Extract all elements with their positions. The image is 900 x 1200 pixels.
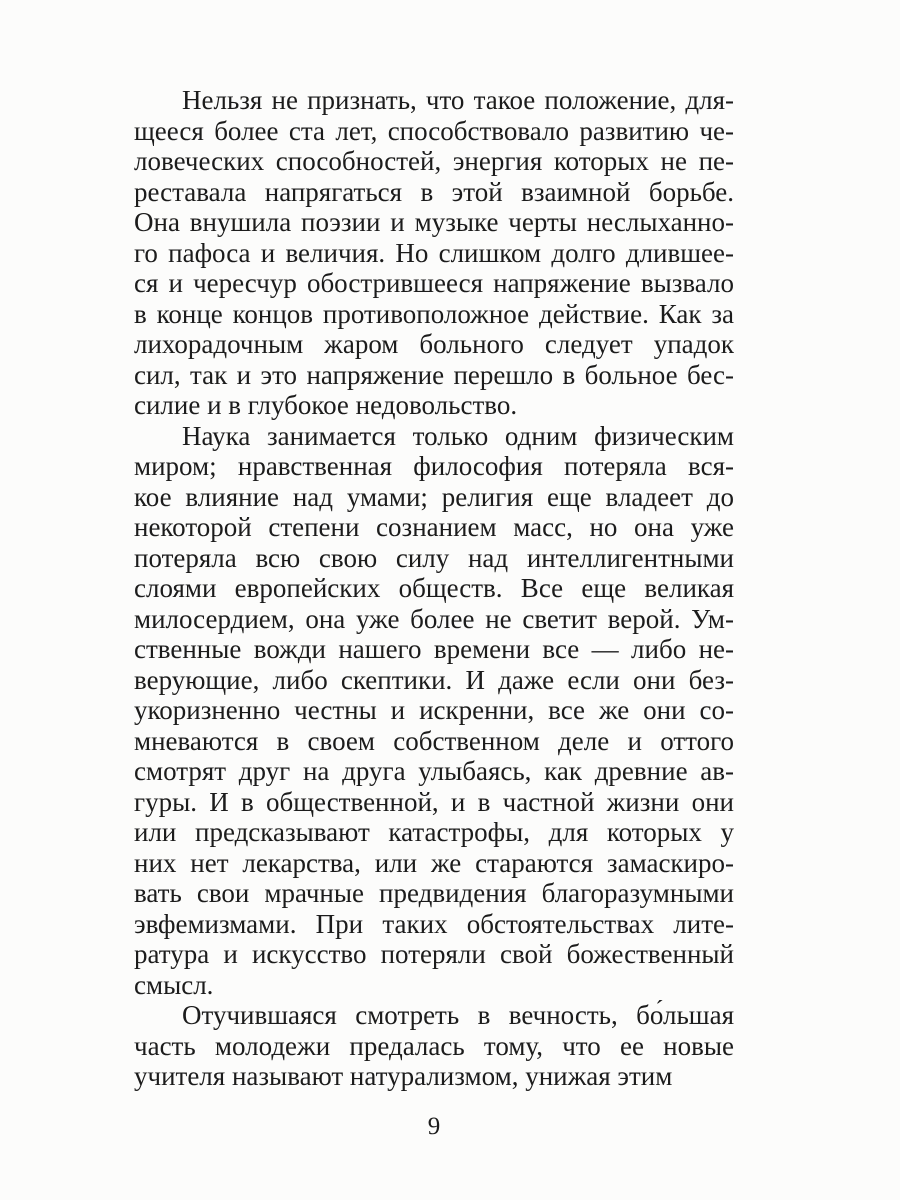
text-line: укоризненно честны и искренни, все же они со- (134, 695, 734, 725)
text-line: ственные вожди нашего времени все — либо не- (134, 634, 734, 664)
text-line: го пафоса и величия. Но слишком долго длившее- (134, 237, 734, 268)
text-line: учителя называют натурализмом, унижая этим (134, 1061, 673, 1091)
text-line: мневаются в своем собственном деле и оттого (134, 725, 734, 756)
text-line: потеряла всю свою силу над интеллигентными (134, 542, 734, 573)
text-line: слоями европейских обществ. Все еще великая (134, 573, 734, 603)
text-line: ратура и искусство потеряли свой божественный (134, 939, 734, 969)
text-line: ся и чересчур обострившееся напряжение вызвало (134, 268, 734, 298)
text-line: них нет лекарства, или же стараются замаскиро- (134, 847, 734, 878)
text-line: миром; нравственная философия потеряла вся- (134, 451, 734, 481)
text-line: часть молодежи предалась тому, что ее новые (134, 1030, 734, 1061)
text-line: некоторой степени сознанием масс, но она уже (134, 512, 734, 542)
text-line: Наука занимается только одним физическим (182, 420, 734, 451)
text-line: Она внушила поэзии и музыке черты неслыханно- (134, 207, 734, 237)
text-line: или предсказывают катастрофы, для которых у (134, 817, 734, 847)
text-line: кое влияние над умами; религия еще владеет до (134, 481, 734, 512)
text-line: в конце концов противоположное действие. Как за (134, 298, 734, 329)
text-line: силие и в глубокое недовольство. (134, 390, 518, 420)
text-line: щееся более ста лет, способствовало развитию че- (134, 115, 734, 146)
text-line: вать свои мрачные предвидения благоразумными (134, 878, 734, 908)
text-column (134, 85, 734, 1092)
text-line: ловеческих способностей, энергия которых не пе- (134, 146, 734, 176)
text-line: сил, так и это напряжение перешло в больное бес- (134, 359, 734, 390)
text-line: верующие, либо скептики. И даже если они без- (134, 664, 734, 695)
text-line: эвфемизмами. При таких обстоятельствах лите- (134, 908, 734, 939)
text-line: смотрят друг на друга улыбаясь, как древние ав- (134, 756, 734, 786)
text-line: гуры. И в общественной, и в частной жизни они (134, 786, 734, 817)
page-number: 9 (427, 1113, 441, 1140)
text-line: лихорадочным жаром больного следует упадок (134, 329, 734, 359)
text-line: милосердием, она уже более не светит верой. Ум- (134, 603, 734, 634)
text-line: Отучившаяся смотреть в вечность, бо́льшая (182, 1000, 734, 1030)
text-line: реставала напрягаться в этой взаимной борьбе. (134, 176, 734, 207)
text-line: смысл. (134, 969, 214, 1000)
text-line: Нельзя не признать, что такое положение, для- (182, 85, 734, 115)
